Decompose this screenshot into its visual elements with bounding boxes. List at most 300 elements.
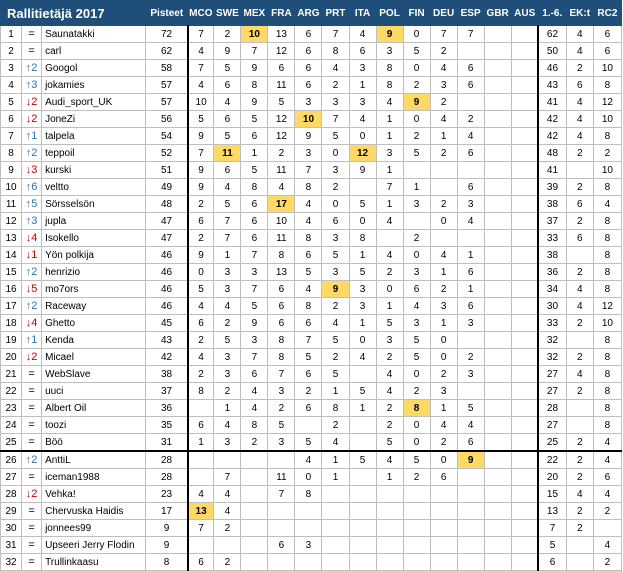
- rally-score-cell: 6: [214, 77, 241, 94]
- stat-cell: 5: [538, 537, 566, 554]
- table-row: [1, 554, 622, 571]
- rally-score-cell: 2: [188, 196, 214, 213]
- stat-cell: 36: [538, 264, 566, 281]
- rally-score-cell: 0: [403, 247, 430, 264]
- player-name: Ghetto: [42, 315, 146, 332]
- points-cell: 28: [146, 469, 188, 486]
- stat-cell: 8: [593, 230, 621, 247]
- position-cell: 2: [1, 43, 22, 60]
- rally-score-cell: 11: [268, 162, 295, 179]
- stat-cell: 6: [566, 77, 593, 94]
- rally-score-cell: [511, 298, 538, 315]
- stat-cell: 6: [566, 230, 593, 247]
- stat-cell: 2: [566, 213, 593, 230]
- rally-score-cell: [403, 162, 430, 179]
- rally-score-cell: [484, 383, 511, 400]
- rally-score-cell: [349, 486, 376, 503]
- rally-score-cell: 3: [376, 43, 403, 60]
- rally-score-cell: 4: [295, 281, 322, 298]
- rally-score-cell: 5: [457, 400, 484, 417]
- rally-score-cell: 4: [376, 366, 403, 383]
- rally-score-cell: [511, 264, 538, 281]
- stat-cell: 2: [566, 520, 593, 537]
- rally-score-cell: 6: [430, 469, 457, 486]
- rally-score-cell: 2: [214, 520, 241, 537]
- rally-score-cell: 5: [188, 111, 214, 128]
- stat-cell: 8: [593, 366, 621, 383]
- player-name: Raceway: [42, 298, 146, 315]
- rally-score-cell: 6: [295, 400, 322, 417]
- table-row: [1, 196, 622, 213]
- rally-score-cell: 11: [268, 77, 295, 94]
- trend-indicator: ↓4: [22, 230, 42, 247]
- rally-score-cell: 9: [295, 128, 322, 145]
- rally-score-cell: 10: [295, 111, 322, 128]
- standings-body: [1, 26, 622, 571]
- rally-score-cell: 5: [349, 264, 376, 281]
- stat-cell: 8: [593, 383, 621, 400]
- position-cell: 15: [1, 264, 22, 281]
- stat-cell: 8: [593, 400, 621, 417]
- trend-indicator: =: [22, 400, 42, 417]
- rally-score-cell: 5: [241, 111, 268, 128]
- rally-score-cell: [376, 486, 403, 503]
- rally-score-cell: [430, 503, 457, 520]
- rally-score-cell: 5: [349, 451, 376, 469]
- stat-cell: 8: [593, 77, 621, 94]
- rally-score-cell: [511, 213, 538, 230]
- rally-score-cell: [403, 554, 430, 571]
- rally-score-cell: [457, 469, 484, 486]
- position-cell: 23: [1, 400, 22, 417]
- rally-score-cell: 2: [430, 434, 457, 452]
- table-row: [1, 179, 622, 196]
- rally-score-cell: 1: [430, 128, 457, 145]
- rally-score-cell: [511, 281, 538, 298]
- rally-score-cell: [349, 537, 376, 554]
- stat-cell: 8: [593, 332, 621, 349]
- rally-score-cell: 4: [376, 213, 403, 230]
- rally-score-cell: 4: [188, 298, 214, 315]
- rally-score-cell: 0: [349, 213, 376, 230]
- position-cell: 32: [1, 554, 22, 571]
- rally-score-cell: [295, 503, 322, 520]
- rally-score-cell: 5: [322, 247, 349, 264]
- rally-score-cell: [457, 230, 484, 247]
- table-row: [1, 264, 622, 281]
- points-cell: 35: [146, 417, 188, 434]
- trend-indicator: =: [22, 503, 42, 520]
- stat-cell: 8: [593, 213, 621, 230]
- rally-score-cell: 4: [188, 43, 214, 60]
- rally-score-cell: 11: [214, 145, 241, 162]
- position-cell: 27: [1, 469, 22, 486]
- rally-score-cell: 9: [188, 247, 214, 264]
- rally-score-cell: 6: [268, 60, 295, 77]
- rally-score-cell: 8: [241, 417, 268, 434]
- trend-indicator: =: [22, 554, 42, 571]
- rally-score-cell: 2: [403, 469, 430, 486]
- rally-score-cell: 2: [430, 43, 457, 60]
- rally-score-cell: [349, 503, 376, 520]
- rally-score-cell: 2: [214, 315, 241, 332]
- rally-score-cell: [511, 60, 538, 77]
- stat-cell: 2: [566, 383, 593, 400]
- rally-score-cell: 0: [349, 128, 376, 145]
- rally-score-cell: 3: [214, 434, 241, 452]
- rally-score-cell: 3: [349, 298, 376, 315]
- points-cell: 48: [146, 196, 188, 213]
- points-cell: 43: [146, 332, 188, 349]
- rally-score-cell: [430, 486, 457, 503]
- table-row: [1, 503, 622, 520]
- rally-header: AUS: [511, 1, 538, 26]
- rally-score-cell: 8: [349, 230, 376, 247]
- table-row: [1, 77, 622, 94]
- trend-indicator: ↑2: [22, 451, 42, 469]
- rally-score-cell: 13: [268, 26, 295, 43]
- stat-cell: 4: [593, 486, 621, 503]
- stat-header: EK:t: [566, 1, 593, 26]
- rally-score-cell: 10: [268, 213, 295, 230]
- points-cell: 45: [146, 315, 188, 332]
- rally-score-cell: 5: [322, 128, 349, 145]
- stat-cell: 10: [593, 162, 621, 179]
- position-cell: 5: [1, 94, 22, 111]
- rally-score-cell: [511, 554, 538, 571]
- rally-score-cell: [376, 554, 403, 571]
- rally-score-cell: 12: [268, 43, 295, 60]
- rally-score-cell: 2: [188, 332, 214, 349]
- rally-score-cell: 12: [268, 128, 295, 145]
- rally-score-cell: 4: [457, 417, 484, 434]
- stat-cell: 6: [593, 469, 621, 486]
- points-cell: 62: [146, 43, 188, 60]
- position-cell: 29: [1, 503, 22, 520]
- rally-score-cell: 6: [322, 213, 349, 230]
- rally-score-cell: 3: [349, 60, 376, 77]
- rally-score-cell: [241, 554, 268, 571]
- player-name: jokamies: [42, 77, 146, 94]
- rally-score-cell: [188, 469, 214, 486]
- rally-score-cell: 7: [188, 520, 214, 537]
- stat-cell: [593, 520, 621, 537]
- player-name: Kenda: [42, 332, 146, 349]
- rally-score-cell: 1: [430, 400, 457, 417]
- rally-score-cell: 3: [403, 315, 430, 332]
- rally-score-cell: [511, 366, 538, 383]
- points-cell: 9: [146, 520, 188, 537]
- rally-score-cell: [484, 537, 511, 554]
- rally-score-cell: 6: [188, 417, 214, 434]
- rally-score-cell: 5: [214, 128, 241, 145]
- rally-score-cell: 7: [188, 26, 214, 43]
- rally-score-cell: 3: [268, 383, 295, 400]
- rally-score-cell: 4: [188, 486, 214, 503]
- stat-cell: 8: [593, 128, 621, 145]
- table-row: [1, 366, 622, 383]
- points-cell: 28: [146, 451, 188, 469]
- rally-score-cell: 8: [376, 77, 403, 94]
- rally-header: SWE: [214, 1, 241, 26]
- rally-score-cell: 6: [295, 315, 322, 332]
- rally-score-cell: 12: [349, 145, 376, 162]
- rally-score-cell: [214, 537, 241, 554]
- rally-score-cell: 6: [457, 145, 484, 162]
- rally-score-cell: [349, 469, 376, 486]
- rally-score-cell: 5: [322, 332, 349, 349]
- rally-score-cell: [484, 264, 511, 281]
- stat-cell: 20: [538, 469, 566, 486]
- rally-score-cell: 9: [403, 94, 430, 111]
- rally-score-cell: [484, 26, 511, 43]
- table-row: [1, 230, 622, 247]
- rally-score-cell: 2: [322, 298, 349, 315]
- rally-score-cell: 4: [322, 60, 349, 77]
- rally-score-cell: [430, 179, 457, 196]
- rally-score-cell: 4: [214, 417, 241, 434]
- rally-score-cell: 7: [457, 26, 484, 43]
- points-cell: 9: [146, 537, 188, 554]
- rally-score-cell: 2: [430, 94, 457, 111]
- rally-score-cell: [484, 196, 511, 213]
- rally-score-cell: [188, 400, 214, 417]
- rally-score-cell: 3: [376, 145, 403, 162]
- rally-score-cell: 5: [295, 264, 322, 281]
- player-name: Chervuska Haidis: [42, 503, 146, 520]
- stat-cell: 41: [538, 162, 566, 179]
- rally-score-cell: 8: [295, 298, 322, 315]
- rally-score-cell: 6: [241, 366, 268, 383]
- rally-score-cell: 1: [349, 400, 376, 417]
- rally-score-cell: 5: [403, 349, 430, 366]
- rally-score-cell: 2: [430, 281, 457, 298]
- rally-score-cell: [511, 537, 538, 554]
- rally-score-cell: 9: [188, 162, 214, 179]
- rally-score-cell: 2: [322, 77, 349, 94]
- rally-score-cell: [511, 383, 538, 400]
- player-name: henrizio: [42, 264, 146, 281]
- rally-score-cell: 5: [403, 145, 430, 162]
- rally-score-cell: [241, 451, 268, 469]
- rally-score-cell: 2: [295, 383, 322, 400]
- rally-score-cell: 2: [268, 145, 295, 162]
- rally-score-cell: 8: [295, 230, 322, 247]
- table-row: [1, 247, 622, 264]
- rally-score-cell: 5: [214, 60, 241, 77]
- rally-score-cell: 1: [349, 247, 376, 264]
- player-name: Albert Oil: [42, 400, 146, 417]
- rally-score-cell: 9: [322, 281, 349, 298]
- stat-header: RC2: [593, 1, 621, 26]
- trend-indicator: =: [22, 434, 42, 452]
- player-name: jonnees99: [42, 520, 146, 537]
- rally-score-cell: 1: [188, 434, 214, 452]
- position-cell: 6: [1, 111, 22, 128]
- rally-header: ITA: [349, 1, 376, 26]
- stat-cell: 15: [538, 486, 566, 503]
- rally-score-cell: 5: [322, 366, 349, 383]
- rally-score-cell: 6: [295, 43, 322, 60]
- stat-cell: 2: [566, 469, 593, 486]
- position-cell: 9: [1, 162, 22, 179]
- rally-score-cell: 2: [322, 179, 349, 196]
- stat-cell: 27: [538, 366, 566, 383]
- rally-score-cell: 6: [457, 434, 484, 452]
- trend-indicator: ↓3: [22, 162, 42, 179]
- rally-score-cell: 4: [268, 179, 295, 196]
- rally-score-cell: 4: [322, 315, 349, 332]
- rally-score-cell: 0: [322, 145, 349, 162]
- position-cell: 22: [1, 383, 22, 400]
- rally-score-cell: [511, 43, 538, 60]
- table-row: [1, 349, 622, 366]
- rally-score-cell: [484, 469, 511, 486]
- rally-score-cell: 4: [349, 111, 376, 128]
- rally-score-cell: 2: [430, 196, 457, 213]
- rally-score-cell: 2: [214, 383, 241, 400]
- rally-score-cell: 3: [214, 281, 241, 298]
- rally-score-cell: [484, 145, 511, 162]
- rally-score-cell: 4: [376, 94, 403, 111]
- rally-score-cell: 2: [403, 383, 430, 400]
- rally-score-cell: 2: [188, 230, 214, 247]
- rally-score-cell: 12: [268, 111, 295, 128]
- rally-score-cell: 3: [403, 196, 430, 213]
- rally-score-cell: 7: [322, 111, 349, 128]
- rally-score-cell: 1: [457, 247, 484, 264]
- rally-score-cell: 6: [188, 554, 214, 571]
- stat-cell: 6: [566, 196, 593, 213]
- rally-score-cell: [457, 332, 484, 349]
- rally-score-cell: [241, 469, 268, 486]
- rally-score-cell: [268, 520, 295, 537]
- position-cell: 24: [1, 417, 22, 434]
- rally-score-cell: [376, 503, 403, 520]
- position-cell: 8: [1, 145, 22, 162]
- stat-cell: 4: [566, 366, 593, 383]
- stat-cell: 8: [593, 417, 621, 434]
- trend-indicator: =: [22, 469, 42, 486]
- trend-indicator: =: [22, 383, 42, 400]
- rally-score-cell: [511, 94, 538, 111]
- player-name: jupla: [42, 213, 146, 230]
- points-cell: 58: [146, 60, 188, 77]
- rally-score-cell: [322, 554, 349, 571]
- rally-score-cell: 0: [403, 60, 430, 77]
- player-name: Audi_sport_UK: [42, 94, 146, 111]
- stat-cell: 4: [566, 94, 593, 111]
- rally-score-cell: 8: [268, 247, 295, 264]
- rally-score-cell: [241, 486, 268, 503]
- rally-score-cell: [241, 520, 268, 537]
- rally-score-cell: [457, 554, 484, 571]
- table-row: [1, 298, 622, 315]
- rally-score-cell: [457, 537, 484, 554]
- table-row: [1, 537, 622, 554]
- rally-score-cell: 8: [268, 332, 295, 349]
- rally-score-cell: 5: [376, 434, 403, 452]
- rally-score-cell: 0: [376, 281, 403, 298]
- rally-score-cell: 0: [403, 434, 430, 452]
- points-cell: 38: [146, 366, 188, 383]
- rally-score-cell: 5: [241, 298, 268, 315]
- rally-score-cell: 7: [322, 26, 349, 43]
- points-cell: 54: [146, 128, 188, 145]
- rally-score-cell: 6: [457, 264, 484, 281]
- rally-score-cell: 4: [376, 383, 403, 400]
- rally-score-cell: [484, 298, 511, 315]
- stat-cell: 6: [593, 26, 621, 43]
- rally-score-cell: 2: [457, 349, 484, 366]
- rally-score-cell: 2: [403, 128, 430, 145]
- position-cell: 19: [1, 332, 22, 349]
- table-row: [1, 451, 622, 469]
- trend-indicator: ↑3: [22, 213, 42, 230]
- table-row: [1, 213, 622, 230]
- rally-score-cell: 0: [403, 366, 430, 383]
- rally-score-cell: 5: [403, 43, 430, 60]
- rally-score-cell: 7: [241, 43, 268, 60]
- rally-score-cell: [484, 417, 511, 434]
- player-name: iceman1988: [42, 469, 146, 486]
- stat-cell: 13: [538, 503, 566, 520]
- rally-score-cell: 1: [214, 247, 241, 264]
- rally-score-cell: 3: [214, 366, 241, 383]
- rally-score-cell: [511, 503, 538, 520]
- rally-score-cell: 4: [241, 400, 268, 417]
- rally-score-cell: 13: [268, 264, 295, 281]
- rally-score-cell: 3: [457, 366, 484, 383]
- position-cell: 16: [1, 281, 22, 298]
- points-cell: 8: [146, 554, 188, 571]
- rally-score-cell: [376, 520, 403, 537]
- rally-score-cell: 7: [295, 162, 322, 179]
- trend-indicator: ↑1: [22, 332, 42, 349]
- rally-score-cell: 5: [349, 383, 376, 400]
- stat-cell: 39: [538, 179, 566, 196]
- player-name: Saunatakki: [42, 26, 146, 43]
- rally-score-cell: [511, 315, 538, 332]
- rally-score-cell: 0: [403, 417, 430, 434]
- rally-score-cell: [484, 434, 511, 452]
- table-row: [1, 128, 622, 145]
- table-row: [1, 383, 622, 400]
- rally-score-cell: 1: [349, 315, 376, 332]
- position-cell: 18: [1, 315, 22, 332]
- rally-score-cell: 6: [268, 315, 295, 332]
- trend-indicator: =: [22, 26, 42, 43]
- rally-score-cell: 0: [430, 349, 457, 366]
- player-name: teppoil: [42, 145, 146, 162]
- rally-score-cell: 1: [430, 264, 457, 281]
- rally-header: ESP: [457, 1, 484, 26]
- rally-score-cell: 9: [214, 43, 241, 60]
- rally-score-cell: [322, 503, 349, 520]
- player-name: AnttiL: [42, 451, 146, 469]
- rally-score-cell: 7: [295, 332, 322, 349]
- rally-score-cell: 5: [214, 332, 241, 349]
- position-cell: 30: [1, 520, 22, 537]
- player-name: Trullinkaasu: [42, 554, 146, 571]
- rally-score-cell: 5: [268, 417, 295, 434]
- rally-score-cell: 6: [295, 60, 322, 77]
- stat-cell: 8: [593, 247, 621, 264]
- rally-score-cell: 1: [322, 469, 349, 486]
- stat-cell: 4: [566, 26, 593, 43]
- points-cell: 51: [146, 162, 188, 179]
- table-row: [1, 60, 622, 77]
